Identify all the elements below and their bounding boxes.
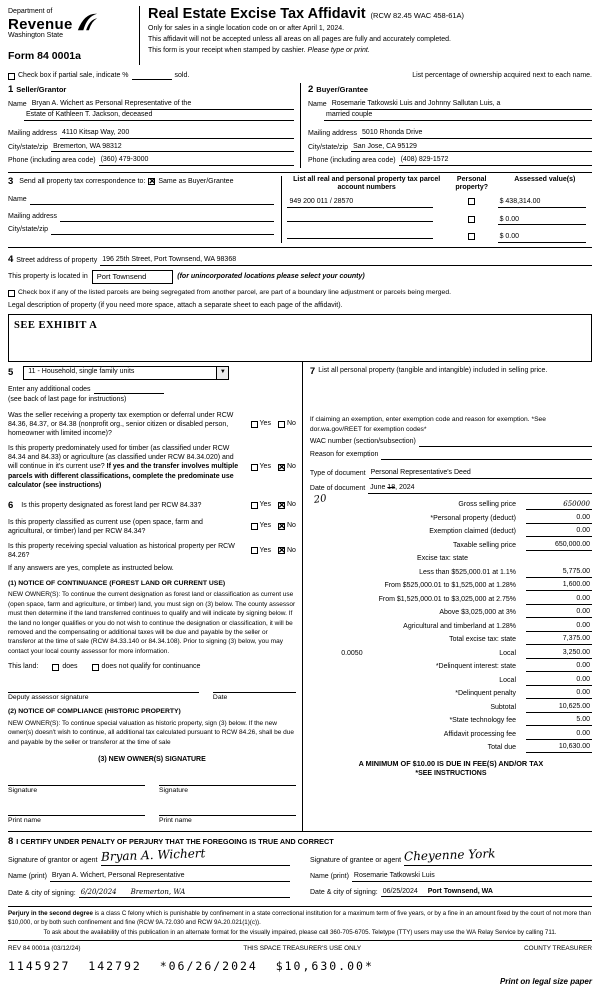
- print-name-label: Print name: [8, 817, 41, 825]
- correspondence-parcel-section: [8, 173, 592, 248]
- yes-checkbox[interactable]: [251, 464, 258, 471]
- parcel-header: List all real and personal property tax parcel account numbers: [293, 176, 441, 192]
- corr-name-input[interactable]: [30, 196, 275, 205]
- tax-label: *Delinquent interest: state: [435, 663, 516, 671]
- tax-value: 0.00: [526, 514, 592, 524]
- land-qualify-row: [8, 663, 296, 672]
- tax-label: Gross selling price: [458, 501, 516, 509]
- handwritten-date-correction: 20: [313, 492, 328, 506]
- accessibility-note: To ask about the availability of this publication in an alternate format for the visually impaired, please call 360-705-6705. Teletype (TTY) users may use the WA Relay Service by calling 711.: [43, 929, 557, 936]
- grantor-sig-label: Signature of grantor or agent: [8, 857, 98, 865]
- deputy-date-label: Date: [212, 693, 228, 701]
- perjury-lead: Perjury in the second degree: [8, 910, 93, 918]
- tax-row: [310, 618, 592, 632]
- grantee-name-label: Name (print): [310, 872, 349, 880]
- owner-signature-cell: [8, 777, 145, 795]
- tax-value: 0.00: [526, 622, 592, 632]
- yes-label: Yes: [259, 501, 271, 509]
- section1-number: 1: [8, 84, 14, 96]
- tax-value: 0.00: [526, 730, 592, 740]
- corr-name-label: Name: [8, 196, 27, 204]
- tax-value: 0.00: [526, 689, 592, 699]
- tax-value: 10,625.00: [526, 703, 592, 713]
- seller-name-label: Name: [8, 101, 27, 109]
- owner-printname-cell: [159, 807, 296, 825]
- corr-mailing-input[interactable]: [60, 213, 274, 222]
- personal-property-header: Personal property?: [455, 176, 489, 192]
- buyer-phone-value: (408) 829-1572: [399, 156, 592, 166]
- exemption-deferral-question: Was the seller receiving a property tax exemption or deferral under RCW 84.36, 84.37, or 84.38 (nonprofit org., senior citizen or disabled person, homeowner with limited income)?: [8, 412, 234, 438]
- perjury-body: is a class C felony which is punishable by confinement in a state correctional institution for a maximum term of five years, or by a fine in an amount fixed by the court of not more than $10,000, or by both such confinement and fine (RCW 9A.72.030 and RCW 9A.20.021(1)(c)).: [8, 910, 591, 926]
- if-yes-note: If any answers are yes, complete as instructed below.: [8, 565, 174, 573]
- deputy-signature-cell: [8, 684, 199, 702]
- see-instructions-note: *SEE INSTRUCTIONS: [415, 770, 487, 778]
- street-address-value: 196 25th Street, Port Townsend, WA 98368: [100, 256, 592, 266]
- grantee-signature-value: Cheyenne York: [403, 846, 496, 864]
- grantor-name-value: Bryan A. Wichert, Personal Representative: [50, 872, 290, 882]
- tax-label: Above $3,025,000 at 3%: [439, 609, 516, 617]
- current-use-yesno: [246, 522, 296, 531]
- agency-line2: Revenue: [8, 15, 73, 33]
- tax-row: [310, 726, 592, 740]
- predominate-use-question: [8, 444, 241, 489]
- no-checkbox[interactable]: [278, 502, 285, 509]
- tax-label: Local: [499, 649, 516, 657]
- treasurer-stamp: 1145927 142792 *06/26/2024 $10,630.00*: [8, 959, 374, 974]
- chevron-down-icon[interactable]: ▼: [216, 367, 228, 379]
- deputy-assessor-row: [8, 684, 296, 702]
- tax-row: [310, 605, 592, 619]
- corr-mailing-label: Mailing address: [8, 213, 58, 221]
- section8-number: 8: [8, 835, 14, 847]
- doc-date-month: June: [370, 483, 388, 491]
- tax-label: Excise tax: state: [417, 555, 468, 563]
- tax-label: Local: [499, 676, 516, 684]
- doc-date-label: Date of document: [309, 484, 366, 492]
- assessed-value: $ 0.00: [498, 216, 587, 226]
- sold-label: sold.: [174, 71, 190, 79]
- buyer-title: Buyer/Grantee: [316, 85, 368, 95]
- section7-number: 7: [309, 365, 316, 377]
- section6-number: 6: [8, 499, 14, 511]
- exemption-deferral-yesno: [246, 420, 296, 429]
- tax-label: Total excise tax: state: [449, 636, 516, 644]
- personal-property-checkbox[interactable]: [468, 198, 475, 205]
- does-not-qualify-checkbox[interactable]: [92, 664, 99, 671]
- section4-number: 4: [8, 254, 14, 266]
- tax-label: *State technology fee: [449, 717, 516, 725]
- tax-value: 3,250.00: [526, 649, 592, 659]
- personal-property-write-area[interactable]: [310, 379, 592, 415]
- street-address-label: Street address of property: [16, 257, 98, 265]
- tax-label: Exemption claimed (deduct): [429, 528, 516, 536]
- grantor-date-city: [79, 888, 290, 899]
- tax-row: [310, 510, 592, 524]
- signature-label: Signature: [8, 786, 38, 794]
- grantor-city-value: Bremerton, WA: [130, 887, 186, 896]
- tax-value: 0.00: [526, 662, 592, 672]
- tax-value: 10,630.00: [526, 743, 592, 753]
- notice-compliance-title: (2) NOTICE OF COMPLIANCE (HISTORIC PROPERTY): [8, 708, 181, 716]
- footer-row: [8, 945, 592, 953]
- tax-label: Taxable selling price: [452, 541, 516, 549]
- seller-csz-label: City/state/zip: [8, 143, 49, 151]
- rev-number: REV 84 0001a (03/12/24): [8, 945, 81, 953]
- header-note-3-text: This form is your receipt when stamped by cashier.: [148, 47, 306, 55]
- tax-label: From $525,000.01 to $1,525,000 at 1.28%: [384, 582, 516, 590]
- seller-phone-value: (360) 479-3000: [99, 156, 294, 166]
- no-label: No: [286, 546, 296, 554]
- tax-label: Subtotal: [490, 703, 516, 711]
- yes-label: Yes: [259, 462, 271, 470]
- doc-date-year: , 2024: [395, 483, 415, 491]
- tax-value: 650,000.00: [526, 541, 592, 551]
- header-note-1: Only for sales in a single location code on or after April 1, 2024.: [148, 24, 345, 32]
- additional-codes-label: Enter any additional codes: [8, 385, 91, 393]
- owner-signature-line[interactable]: [8, 777, 145, 786]
- yes-label: Yes: [259, 546, 271, 554]
- agency-block: [8, 6, 140, 65]
- partial-sale-checkbox[interactable]: [8, 73, 15, 80]
- section5-number: 5: [8, 366, 14, 378]
- section2-number: 2: [308, 84, 314, 96]
- title-block: [148, 6, 592, 65]
- assessed-value: $ 438,314.00: [498, 198, 587, 208]
- doc-type-label: Type of document: [309, 470, 366, 478]
- property-section: [8, 248, 592, 361]
- tax-value: 0.00: [526, 527, 592, 537]
- parcel-row: [287, 198, 592, 208]
- seller-name-line1: Bryan A. Wichert as Personal Representative of the: [30, 100, 294, 110]
- grantee-date-value: 06/25/2024: [382, 887, 418, 895]
- tax-value: 0.00: [526, 676, 592, 686]
- grantee-signature-line[interactable]: [403, 846, 592, 866]
- grantee-signature-block: [310, 846, 592, 899]
- header-note-3: [148, 47, 592, 56]
- tax-row: [310, 578, 592, 592]
- exemption-note: If claiming an exemption, enter exemption code and reason for exemption. *See dor.wa.gov/REET for exemption codes*: [309, 416, 546, 433]
- tax-value: 0.00: [526, 608, 592, 618]
- owner-printname-cell: [8, 807, 145, 825]
- dor-logo-icon: [76, 11, 98, 33]
- county-treasurer-label: COUNTY TREASURER: [524, 945, 592, 953]
- yes-checkbox[interactable]: [251, 421, 258, 428]
- tax-label: Less than $525,000.01 at 1.1%: [419, 568, 516, 576]
- deputy-signature-line[interactable]: [8, 684, 199, 693]
- tax-row: [310, 713, 592, 727]
- legal-description-label: Legal description of property (if you need more space, attach a separate sheet to each page of the affidavit).: [8, 301, 343, 309]
- tax-column: [303, 362, 592, 831]
- personal-property-checkbox[interactable]: [468, 233, 475, 240]
- agency-line3: Washington State: [8, 31, 63, 39]
- yes-checkbox[interactable]: [251, 547, 258, 554]
- reason-exemption-label: Reason for exemption: [309, 451, 379, 459]
- assessed-value-header: Assessed value(s): [514, 176, 576, 183]
- seller-mailing-value: 4110 Kitsap Way, 200: [60, 129, 294, 139]
- legal-description-box[interactable]: [8, 314, 592, 362]
- tax-row: [310, 524, 592, 538]
- reason-exemption-input[interactable]: [381, 451, 592, 460]
- tax-label: Total due: [487, 744, 516, 752]
- header-note-3-italic: Please type or print.: [307, 47, 370, 55]
- new-owner-printname-row: [8, 807, 296, 825]
- tax-row: [310, 537, 592, 551]
- grantee-date-city: [381, 888, 592, 898]
- no-label: No: [286, 420, 296, 428]
- land-use-code-select[interactable]: [23, 366, 229, 380]
- no-checkbox[interactable]: [278, 421, 285, 428]
- signature-label: Signature: [158, 786, 189, 794]
- land-use-code-value: 11 - Household, single family units: [28, 368, 135, 376]
- form-number: Form 84 0001a: [8, 49, 81, 62]
- grantee-sig-label: Signature of grantee or agent: [310, 857, 402, 865]
- partial-sale-label: Check box if partial sale, indicate %: [18, 71, 129, 79]
- section3-number: 3: [8, 176, 14, 187]
- tax-value: 7,375.00: [526, 635, 592, 645]
- tax-row-gross: [310, 492, 592, 511]
- buyer-name-label: Name: [308, 101, 327, 109]
- header: [8, 6, 592, 68]
- parcel-row: [287, 230, 592, 243]
- header-note-2: This affidavit will not be accepted unless all areas on all pages are fully and accurately completed.: [148, 35, 451, 43]
- personal-property-checkbox[interactable]: [468, 216, 475, 223]
- tax-row: [310, 659, 592, 673]
- deputy-date-cell: [213, 684, 296, 702]
- historical-property-yesno: [246, 547, 296, 556]
- grantee-name-value: Rosemarie Tatkowski Luis: [352, 872, 592, 882]
- certify-statement: I CERTIFY UNDER PENALTY OF PERJURY THAT THE FOREGOING IS TRUE AND CORRECT: [16, 836, 334, 846]
- new-owner-signature-row: [8, 777, 296, 795]
- buyer-section: [300, 83, 592, 168]
- predominate-use-question-bold: If yes and the transfer involves multiple parcels with different classifications, complete the predominate use calculator (see instructions): [8, 463, 239, 489]
- buyer-mailing-value: 5010 Rhonda Drive: [360, 129, 592, 139]
- tax-row: [310, 591, 592, 605]
- deputy-date-line[interactable]: [213, 684, 296, 693]
- tax-value: [526, 555, 592, 564]
- grantee-date-label: Date & city of signing:: [310, 888, 378, 896]
- grantee-city-value: Port Townsend, WA: [427, 887, 493, 895]
- notice-continuance-title: (1) NOTICE OF CONTINUANCE (FOREST LAND OR CURRENT USE): [8, 579, 226, 587]
- owner-printname-line[interactable]: [159, 807, 296, 816]
- main-columns: [8, 362, 592, 832]
- owner-signature-cell: [159, 777, 296, 795]
- no-label: No: [286, 501, 296, 509]
- does-label: does: [62, 663, 78, 671]
- agency-wordmark: [8, 8, 73, 41]
- yes-checkbox[interactable]: [251, 523, 258, 530]
- predominate-use-yesno: [246, 463, 296, 472]
- buyer-phone-label: Phone (including area code): [308, 157, 396, 165]
- parcel-number: 949 200 011 / 28570: [287, 198, 433, 208]
- tax-label: *Delinquent penalty: [455, 690, 516, 698]
- additional-codes-note: (see back of last page for instructions): [8, 396, 127, 404]
- certification-section: [8, 832, 592, 907]
- perjury-notice: [8, 907, 592, 941]
- topbar: [8, 68, 592, 84]
- corr-csz-label: City/state/zip: [8, 226, 49, 234]
- wac-number-label: WAC number (section/subsection): [309, 438, 416, 446]
- same-as-buyer-checkbox[interactable]: [148, 178, 155, 185]
- tax-value: 650000: [526, 500, 592, 510]
- no-label: No: [286, 522, 296, 530]
- grantor-signature-value: Bryan A. Wichert: [100, 845, 206, 864]
- historical-property-question: Is this property receiving special valuation as historical property per RCW 84.26?: [8, 542, 235, 559]
- title-rcw: (RCW 82.45 WAC 458-61A): [370, 11, 465, 20]
- tax-row: [310, 686, 592, 700]
- does-qualify-checkbox[interactable]: [52, 664, 59, 671]
- tax-row: [310, 672, 592, 686]
- seller-phone-label: Phone (including area code): [8, 157, 96, 165]
- use-classification-column: [8, 362, 303, 831]
- additional-codes-input[interactable]: [94, 386, 164, 394]
- owner-printname-line[interactable]: [8, 807, 145, 816]
- send-correspondence-label: Send all property tax correspondence to:: [19, 177, 146, 185]
- tax-label: Agricultural and timberland at 1.28%: [403, 622, 516, 630]
- does-not-label: does not qualify for continuance: [101, 663, 201, 671]
- grantor-date-label: Date & city of signing:: [8, 889, 76, 897]
- located-in-label: This property is located in: [8, 272, 88, 280]
- tax-value: 5,775.00: [526, 568, 592, 578]
- parcel-row: [287, 213, 592, 226]
- tax-row-local: [310, 645, 592, 659]
- located-in-note: (for unincorporated locations please select your county): [177, 272, 365, 280]
- tax-computation-table: [310, 492, 592, 754]
- tax-label: From $1,525,000.01 to $3,025,000 at 2.75%: [378, 595, 516, 603]
- partial-sale-percent-input[interactable]: [132, 72, 172, 80]
- minimum-due-note: A MINIMUM OF $10.00 IS DUE IN FEE(S) AND/OR TAX: [358, 759, 544, 769]
- deputy-signature-label: Deputy assessor signature: [8, 693, 89, 701]
- parcel-number[interactable]: [287, 213, 433, 222]
- tax-row: [310, 564, 592, 578]
- tax-row: [310, 699, 592, 713]
- doc-date-struck-day: 18: [387, 483, 396, 491]
- same-as-buyer-label: Same as Buyer/Grantee: [158, 177, 234, 185]
- located-in-select[interactable]: Port Townsend: [92, 270, 173, 284]
- no-label: No: [286, 462, 296, 470]
- print-name-label: Print name: [158, 817, 192, 825]
- parties-section: [8, 83, 592, 173]
- seller-title: Seller/Grantor: [16, 85, 67, 95]
- wac-number-input[interactable]: [419, 438, 592, 447]
- grantor-signature-line[interactable]: [100, 845, 290, 866]
- tax-value: 0.00: [526, 595, 592, 605]
- grantor-name-label: Name (print): [8, 872, 47, 880]
- notice-compliance-body: NEW OWNER(S): To continue special valuation as historic property, sign (3) below. If the new owner(s) doesn't wish to continue, all additional tax calculated pursuant to RCW 84.26, shall be due and payable by the seller or transferor at the time of sale: [8, 719, 294, 746]
- no-checkbox[interactable]: [278, 547, 285, 554]
- buyer-csz-label: City/state/zip: [308, 143, 349, 151]
- tax-row-total-due: [310, 740, 592, 754]
- notice-continuance-body: NEW OWNER(S): To continue the current designation as forest land or classification as current use (open space, farm and agriculture, or timber) land, you must sign on (3) below. The county assessor must then determine if the land transferred continues to qualify and will indicate by signing below. If the land no longer qualifies or you do not wish to continue the designation or classification, it will be removed and the compensating or additional taxes will be due and payable by the seller or transferor at the time of sale (RCW 84.33.140 or 84.34.108). Prior to signing (3) below, you may contact your local county assessor for more information.: [8, 591, 296, 655]
- segregated-label: Check box if any of the listed parcels are being segregated from another parcel, are part of a boundary line adjustment or parcels being merged.: [18, 289, 451, 297]
- treasurer-space-label: THIS SPACE TREASURER'S USE ONLY: [243, 945, 362, 953]
- page-title: Real Estate Excise Tax Affidavit: [148, 6, 366, 22]
- yes-label: Yes: [259, 420, 271, 428]
- tax-value: 5.00: [526, 716, 592, 726]
- tax-label: *Personal property (deduct): [430, 514, 516, 522]
- doc-type-value: Personal Representative's Deed: [369, 469, 592, 479]
- seller-mailing-label: Mailing address: [8, 129, 58, 137]
- yes-label: Yes: [259, 522, 271, 530]
- seller-section: [8, 83, 300, 168]
- doc-date-value: [368, 484, 592, 494]
- personal-property-intro: List all personal property (tangible and intangible) included in selling price.: [318, 366, 548, 374]
- forest-land-question: Is this property designated as forest land per RCW 84.33?: [21, 502, 202, 510]
- correspondence-block: [8, 176, 282, 243]
- ownership-note: List percentage of ownership acquired next to each name.: [412, 71, 592, 79]
- seller-name-line2: Estate of Kathleen T. Jackson, deceased: [24, 111, 294, 121]
- this-land-label: This land:: [8, 663, 39, 671]
- no-checkbox[interactable]: [278, 523, 285, 530]
- segregated-checkbox[interactable]: [8, 290, 15, 297]
- buyer-csz-value: San Jose, CA 95129: [351, 143, 592, 153]
- assessed-value: $ 0.00: [498, 233, 587, 243]
- legal-description-value: SEE EXHIBIT A: [14, 319, 98, 331]
- local-rate: 0.0050: [341, 649, 363, 657]
- buyer-name-line2: married couple: [324, 111, 592, 121]
- parcel-number[interactable]: [287, 230, 433, 239]
- new-owner-signature-title: (3) NEW OWNER(S) SIGNATURE: [98, 756, 206, 764]
- tax-row: [310, 632, 592, 646]
- current-use-question: Is this property classified as current use (open space, farm and agricultural, or timber) land per RCW 84.34?: [8, 518, 203, 535]
- tax-value: 1,600.00: [526, 581, 592, 591]
- no-checkbox[interactable]: [278, 464, 285, 471]
- forest-land-yesno: [246, 501, 296, 510]
- predominate-use-question-text: Is this property predominately used for timber (as classified under RCW 84.34 and 84.33) or agriculture (as classified under RCW 84.34.020) and will continue in it's current use?: [8, 445, 234, 471]
- grantor-date-value: 6/20/2024: [80, 887, 117, 896]
- yes-checkbox[interactable]: [251, 502, 258, 509]
- parcel-table: [282, 176, 592, 243]
- perjury-text: [8, 910, 592, 927]
- owner-signature-line[interactable]: [159, 777, 296, 786]
- buyer-mailing-label: Mailing address: [308, 129, 358, 137]
- corr-csz-input[interactable]: [51, 226, 274, 235]
- print-legal-size-note: Print on legal size paper: [499, 977, 592, 986]
- tax-label: Affidavit processing fee: [443, 730, 516, 738]
- seller-csz-value: Bremerton, WA 98312: [51, 143, 294, 153]
- buyer-name-line1: Rosemarie Tatkowski Luis and Johnny Sallutan Luis, a: [330, 100, 592, 110]
- agency-line1: Department of: [8, 8, 53, 15]
- grantor-signature-block: [8, 845, 290, 899]
- tax-row-excise-header: [310, 551, 592, 565]
